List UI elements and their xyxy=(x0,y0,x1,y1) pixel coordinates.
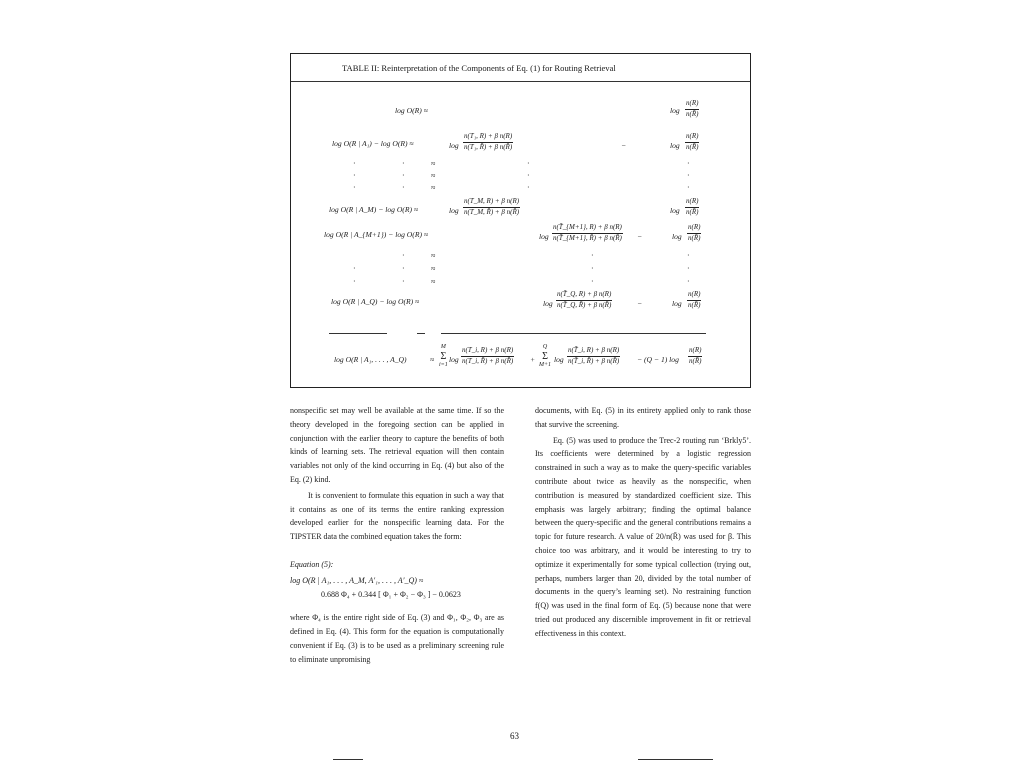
sum-term2-num: n(T̄_i, R) + β n(R) xyxy=(567,347,620,357)
sum-sigma-1 xyxy=(439,344,448,368)
dots: · xyxy=(591,277,594,286)
head-right-fraction xyxy=(685,100,699,118)
dots: · xyxy=(687,264,690,273)
row4-fraction xyxy=(556,291,612,309)
row1-rden: n(R̄) xyxy=(686,142,699,151)
row3-lhs: log O(R | A_{M+1}) − log O(R) ≈ xyxy=(324,230,429,239)
approx-sign: ≈ xyxy=(431,277,436,286)
sum-tail: − (Q − 1) log xyxy=(637,355,679,364)
sum-plus: + xyxy=(530,355,536,364)
row4-den: n(T̄_Q, R̄) + β n(R̄) xyxy=(557,300,612,309)
dots: · xyxy=(527,183,530,192)
row1-fraction xyxy=(463,133,513,151)
row1-den: n(T₁, R̄) + β n(R̄) xyxy=(464,142,513,151)
sum-sigma-1-symbol: Σ xyxy=(440,350,447,362)
sum-sigma-2-symbol: Σ xyxy=(542,350,548,362)
dots: · xyxy=(687,171,690,180)
row1-num: n(T₁, R) + β n(R) xyxy=(463,133,513,143)
dots: · xyxy=(402,171,405,180)
sum-term3-num: n(R) xyxy=(688,347,702,357)
sum-rule-mid xyxy=(417,333,425,334)
row2-log: log xyxy=(449,206,459,215)
sum-rule-right xyxy=(441,333,706,334)
right-paragraph-2: Eq. (5) was used to produce the Trec-2 routing run ‘Brkly5’. Its coefficients were determined by a logistic regression constrained in such a way as to make the query-specific variables contribute about twice as heavily as the nonspecific, when contribution is measured by standardized coefficient size. This emphasis was largely arbitrary; finding the optimal balance between the query-specific and the general contributions remains a topic for future research. A value of 20/n(R̄) was used for β. This choice too was arbitrary, and it would be interesting to try to optimize it experimentally for some typical collection (trying out, perhaps, numbers larger than 20, divided by the total number of documents in the query’s learning set). No restraining function f(Q) was used in the final form of Eq. (5) because none that were tried out produced any discernible improvement in fit or retrieval effectiveness in this context. xyxy=(535,435,751,638)
row2-num: n(T_M, R) + β n(R) xyxy=(463,198,520,208)
head-left-term: log O(R) ≈ xyxy=(395,106,428,115)
head-right-num: n(R) xyxy=(685,100,699,110)
sum-term2-fraction xyxy=(567,347,620,365)
sum-approx: ≈ xyxy=(430,355,435,364)
row1-rlog: log xyxy=(670,141,680,150)
sum-sigma-1-top: M xyxy=(440,344,446,350)
row1-rnum: n(R) xyxy=(685,133,699,143)
row2-rden: n(R̄) xyxy=(686,207,699,216)
head-right-log: log xyxy=(670,106,680,115)
page-number: 63 xyxy=(510,731,519,741)
row1-log: log xyxy=(449,141,459,150)
row4-lhs: log O(R | A_Q) − log O(R) ≈ xyxy=(331,297,420,306)
approx-sign: ≈ xyxy=(431,171,436,180)
caption-rule xyxy=(291,81,750,82)
row4-log: log xyxy=(543,299,553,308)
row3-log: log xyxy=(539,232,549,241)
dots: · xyxy=(402,159,405,168)
left-paragraph-2: It is convenient to formulate this equation in such a way that it contains as one of its terms the entire ranking expression developed earlier for the nonspecific learning data. For the TIPSTER data the combined equation takes the form: xyxy=(290,490,504,542)
row1-lhs: log O(R | A₁) − log O(R) ≈ xyxy=(332,139,414,148)
dots: · xyxy=(353,159,356,168)
right-column xyxy=(535,404,751,641)
row2-den: n(T_M, R̄) + β n(R̄) xyxy=(464,207,520,216)
dots: · xyxy=(353,264,356,273)
row1-minus: − xyxy=(621,141,627,150)
row3-den: n(T̄_{M+1}, R̄) + β n(R̄) xyxy=(553,233,622,242)
table-caption: TABLE II: Reinterpretation of the Components of Eq. (1) for Routing Retrieval xyxy=(342,63,616,73)
row3-rden: n(R̄) xyxy=(688,233,701,242)
footer-rule-right xyxy=(638,759,713,760)
row2-rfraction xyxy=(685,198,699,216)
row1-rfraction xyxy=(685,133,699,151)
footer-rule-left xyxy=(333,759,363,760)
row2-fraction xyxy=(463,198,520,216)
sum-term1-log: log xyxy=(449,355,459,364)
dots: · xyxy=(402,183,405,192)
dots: · xyxy=(402,277,405,286)
approx-sign: ≈ xyxy=(431,159,436,168)
dots: · xyxy=(353,277,356,286)
approx-sign: ≈ xyxy=(431,251,436,260)
sum-sigma-2-top: Q xyxy=(542,344,548,350)
sum-sigma-2 xyxy=(539,344,551,368)
row3-fraction xyxy=(552,224,623,242)
dots: · xyxy=(687,277,690,286)
row4-rlog: log xyxy=(672,299,682,308)
sum-term1-den: n(T_i, R̄) + β n(R̄) xyxy=(462,356,514,365)
sum-term1-fraction xyxy=(461,347,514,365)
head-right-den: n(R̄) xyxy=(686,109,699,118)
row4-rfraction xyxy=(687,291,701,309)
dots: · xyxy=(687,159,690,168)
row3-rnum: n(R) xyxy=(687,224,701,234)
row2-rlog: log xyxy=(670,206,680,215)
row4-minus: − xyxy=(637,299,643,308)
sum-term3-fraction xyxy=(688,347,702,365)
row3-rfraction xyxy=(687,224,701,242)
row3-num: n(T̄_{M+1}, R) + β n(R) xyxy=(552,224,623,234)
sum-rule-left xyxy=(329,333,387,334)
dots: · xyxy=(353,183,356,192)
sum-sigma-2-bottom: M+1 xyxy=(539,361,552,368)
row4-num: n(T̄_Q, R) + β n(R) xyxy=(556,291,612,301)
row3-minus: − xyxy=(637,232,643,241)
dots: · xyxy=(687,183,690,192)
dots: · xyxy=(527,171,530,180)
row4-rnum: n(R) xyxy=(687,291,701,301)
dots: · xyxy=(353,171,356,180)
equation-line-2: 0.688 Φ₄ + 0.344 [ Φ₁ + Φ₂ − Φ₃ ] − 0.0623 xyxy=(321,589,461,599)
left-column xyxy=(290,404,504,667)
dots: · xyxy=(402,264,405,273)
sum-term3-den: n(R̄) xyxy=(689,356,702,365)
dots: · xyxy=(687,251,690,260)
sum-term1-num: n(T_i, R) + β n(R) xyxy=(461,347,514,357)
table-ii xyxy=(290,53,751,388)
row2-lhs: log O(R | A_M) − log O(R) ≈ xyxy=(329,205,419,214)
row3-rlog: log xyxy=(672,232,682,241)
right-paragraph-1: documents, with Eq. (5) in its entirety applied only to rank those that survive the screening. xyxy=(535,406,751,429)
row4-rden: n(R̄) xyxy=(688,300,701,309)
row2-rnum: n(R) xyxy=(685,198,699,208)
equation-label: Equation (5): xyxy=(290,559,334,569)
dots: · xyxy=(591,251,594,260)
dots: · xyxy=(402,251,405,260)
dots: · xyxy=(527,159,530,168)
left-paragraph-3: where Φ₄ is the entire right side of Eq. (3) and Φ₁, Φ₂, Φ₃ are as defined in Eq. (4). This form for the equation is computationally convenient if Eq. (3) is to be used as a preliminary screening rule to eliminate unpromising xyxy=(290,613,504,664)
sum-sigma-1-bottom: i=1 xyxy=(439,361,448,368)
approx-sign: ≈ xyxy=(431,264,436,273)
dots: · xyxy=(591,264,594,273)
sum-term2-den: n(T̄_i, R̄) + β n(R̄) xyxy=(568,356,620,365)
approx-sign: ≈ xyxy=(431,183,436,192)
sum-term2-log: log xyxy=(554,355,564,364)
equation-line-1: log O(R | A₁, . . . , A_M, A′₁, . . . , A′_Q) ≈ xyxy=(290,575,424,585)
left-paragraph-1: nonspecific set may well be available at the same time. If so the theory developed in the foregoing section can be applied in conjunction with the earlier theory to capture the benefits of both kinds of learning sets. The retrieval equation will then contain variables not only of the kind occurring in Eq. (4) but also of the Eq. (2) kind. xyxy=(290,406,504,484)
sum-lhs: log O(R | A₁, . . . , A_Q) xyxy=(334,355,407,364)
